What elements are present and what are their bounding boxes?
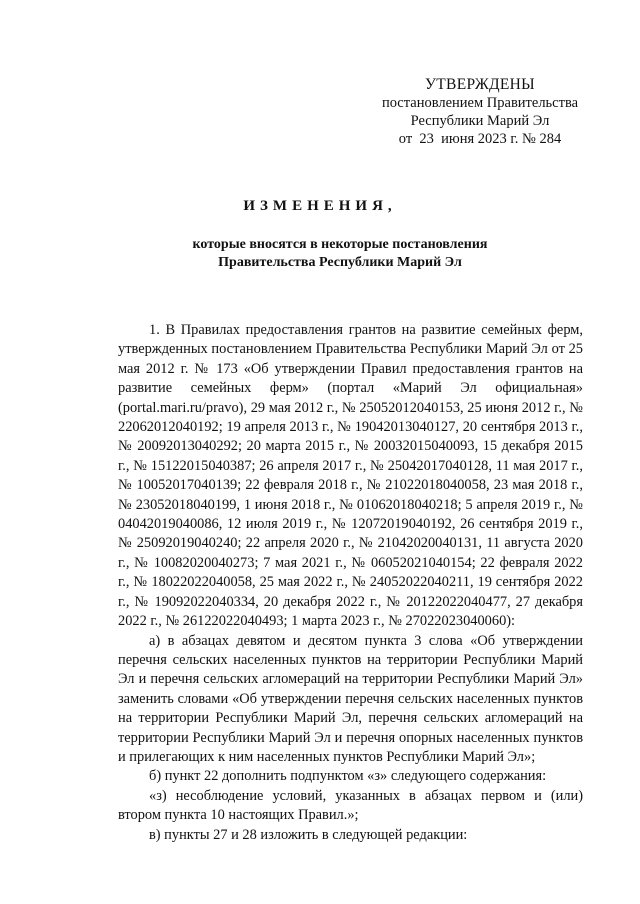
paragraph-2: а) в абзацах девятом и десятом пункта 3 слова «Об утверждении перечня сельских населенных пунктов на территории Республики Марий Эл и перечня сельских агломераций на территории Республики Марий Эл» заменить словами «Об утверждении перечня сельских населенных пунктов на территории Республики Марий Эл, перечня сельских агломераций на территории Республики Марий Эл и перечня опорных населенных пунктов и прилегающих к ним населенных пунктов Республики Марий Эл»; xyxy=(118,632,583,765)
document-heading: ИЗМЕНЕНИЯ, xyxy=(243,198,397,214)
subheading-line-2: Правительства Республики Марий Эл xyxy=(218,255,462,270)
paragraph-4: «з) несоблюдение условий, указанных в абзацах первом и (или) втором пункта 10 настоящих Правил.»; xyxy=(118,787,583,824)
approval-line-2: Республики Марий Эл xyxy=(410,113,550,129)
paragraph-1: 1. В Правилах предоставления грантов на развитие семейных ферм, утвержденных постановлением Правительства Республики Марий Эл от 25 мая 2012 г. № 173 «Об утверждении Правил предоставления грантов на развитие семейных ферм» (портал «Марий Эл официальная» (portal.mari.ru/pravo), 29 мая 2012 г., № 25052012040153, 25 июня 2012 г., № 22062012040192; 19 апреля 2013 г., № 19042013040127, 20 сентября 2013 г., № 20092013040292; 20 марта 2015 г., № 20032015040093, 15 декабря 2015 г., № 15122015040387; 26 апреля 2017 г., № 25042017040128, 11 мая 2017 г., № 10052017040139; 22 февраля 2018 г., № 21022018040058, 23 мая 2018 г., № 23052018040199, 1 июня 2018 г., № 01062018040218; 5 апреля 2019 г., № 04042019040086, 12 июля 2019 г., № 12072019040192, 26 сентября 2019 г., № 25092019040240; 22 апреля 2020 г., № 21042020040131, 11 августа 2020 г., № 10082020040273; 7 мая 2021 г., № 06052021040154; 22 февраля 2022 г., № 18022022040058, 25 мая 2022 г., № 24052022040211, 19 сентября 2022 г., № 19092022040334, 20 декабря 2022 г., № 20122022040477, 27 декабря 2022 г., № 26122022040493; 1 марта 2023 г., № 27022023040060): xyxy=(118,322,583,630)
paragraph-5: в) пункты 27 и 28 изложить в следующей редакции: xyxy=(149,826,468,843)
approval-line-3: от 23 июня 2023 г. № 284 xyxy=(398,131,562,147)
paragraph-3: б) пункт 22 дополнить подпунктом «з» следующего содержания: xyxy=(149,768,547,785)
document-body xyxy=(118,321,583,845)
approval-line-1: постановлением Правительства xyxy=(381,95,579,111)
subheading-line-1: которые вносятся в некоторые постановления xyxy=(192,237,488,252)
approval-stamp xyxy=(360,76,600,148)
approval-title: УТВЕРЖДЕНЫ xyxy=(425,76,535,93)
document-subheading xyxy=(120,236,560,272)
